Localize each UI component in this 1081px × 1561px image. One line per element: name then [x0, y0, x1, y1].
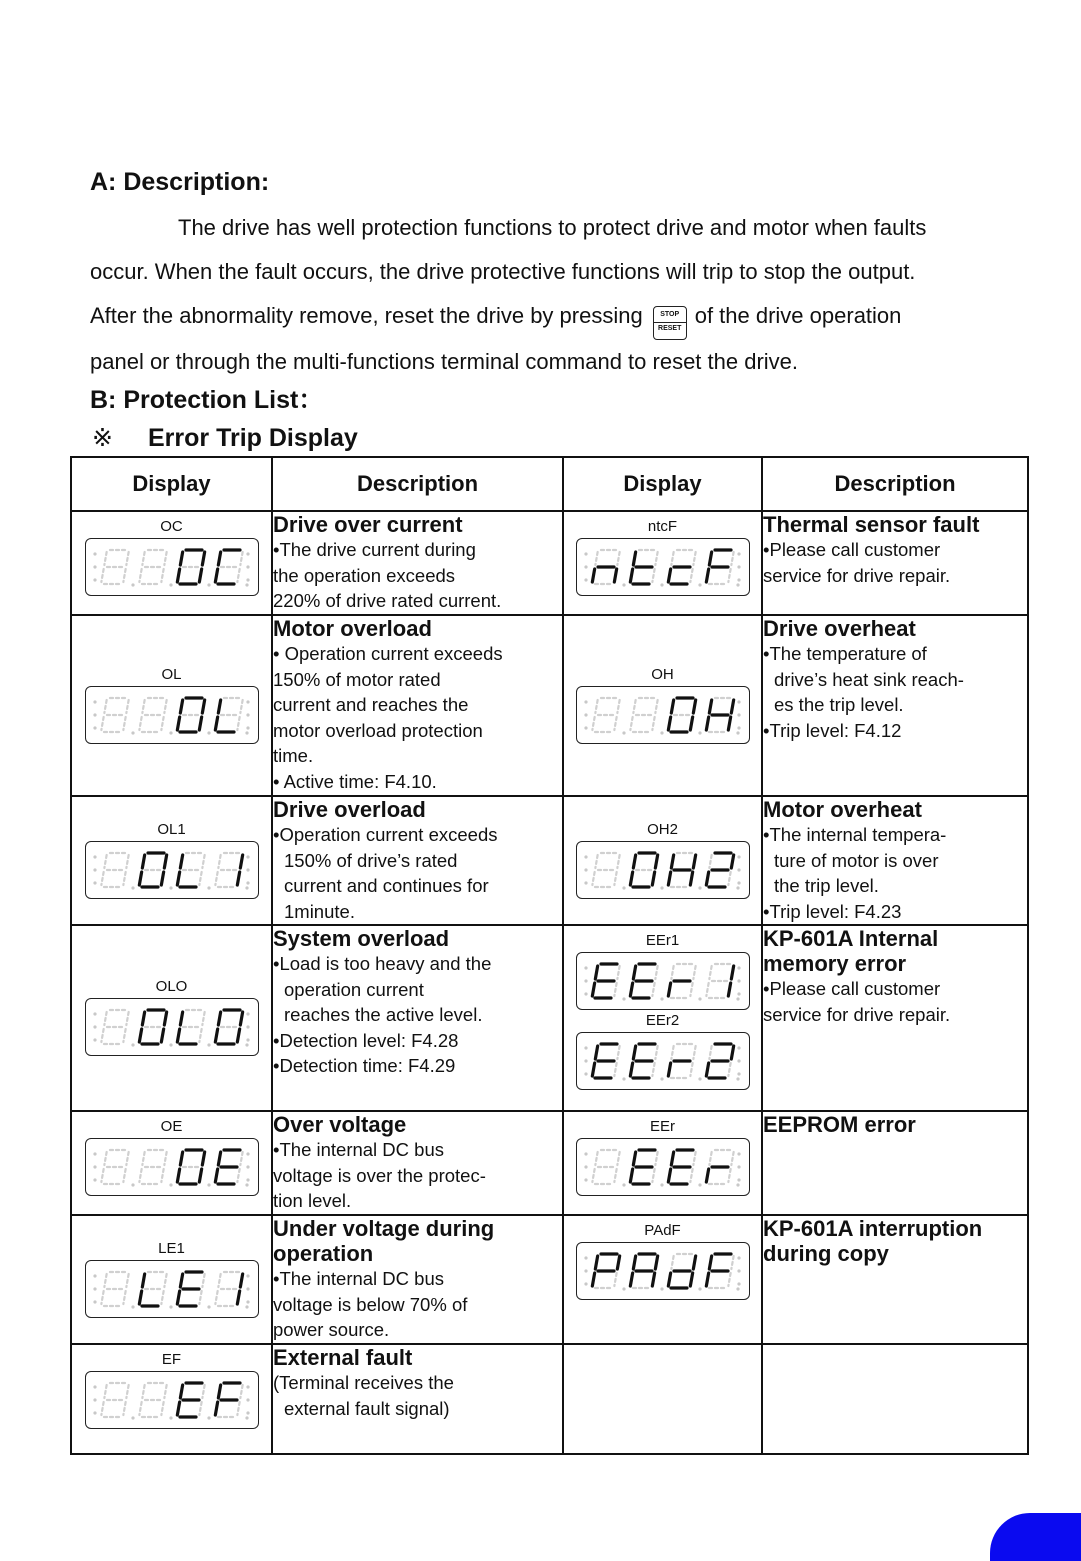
fault-description-line: • Active time: F4.10. — [273, 770, 437, 792]
digit-glyph — [215, 550, 248, 587]
digit-glyph — [177, 1010, 210, 1047]
fault-description-line: motor overload protection — [273, 719, 483, 741]
digit-glyph — [177, 1383, 210, 1420]
description-cell — [762, 925, 1028, 1111]
seven-segment-display — [581, 1142, 745, 1192]
fault-description-line: • Operation current exceeds — [273, 643, 503, 664]
display-code-label: EEr — [649, 1118, 675, 1135]
fault-title: Motor overload — [273, 616, 432, 641]
display-cell — [71, 1215, 272, 1344]
fault-title: Drive overheat — [763, 616, 916, 641]
fault-description-line: tion level. — [273, 1190, 352, 1211]
fault-description-line: •Please call customer — [763, 978, 941, 999]
page-corner-tab — [990, 1513, 1081, 1561]
digit-glyph — [177, 853, 210, 890]
seven-segment-display — [90, 1264, 254, 1314]
stop-reset-key-icon — [653, 306, 687, 340]
table-row — [71, 511, 1028, 615]
display-panel — [85, 841, 259, 899]
display-panel — [576, 1032, 750, 1090]
fault-description-line: current and reaches the — [273, 694, 469, 715]
display-cell — [71, 1344, 272, 1454]
digit-glyph — [139, 1150, 172, 1187]
display-code-label: EF — [161, 1351, 182, 1368]
display-panel — [576, 1138, 750, 1196]
header-display: Display — [563, 457, 762, 511]
description-cell — [762, 511, 1028, 615]
display-code-label: OL — [161, 666, 182, 683]
stop-key-label: STOP — [660, 311, 680, 318]
description-cell — [762, 1215, 1028, 1344]
digit-glyph — [139, 1383, 172, 1420]
digit-glyph — [668, 1150, 701, 1187]
description-cell — [762, 1111, 1028, 1215]
display-cell — [563, 1344, 762, 1454]
digit-glyph — [177, 550, 210, 587]
fault-description-line: voltage is over the protec- — [273, 1164, 486, 1186]
fault-title: Thermal sensor fault — [763, 512, 980, 537]
fault-title: Over voltage — [273, 1112, 407, 1137]
fault-description-line: power source. — [273, 1319, 390, 1340]
section-a-heading: A: Description: — [90, 168, 270, 196]
display-panel — [85, 538, 259, 596]
display-panel — [85, 686, 259, 744]
header-description: Description — [762, 457, 1028, 511]
display-panel — [576, 952, 750, 1010]
digit-glyph — [706, 964, 739, 1001]
seven-segment-display — [90, 1002, 254, 1052]
description-cell — [272, 796, 563, 925]
fault-description-line: drive’s heat sink reach- — [774, 668, 964, 690]
fault-description-line: operation current — [284, 978, 424, 1000]
fault-title: System overload — [273, 926, 450, 951]
seven-segment-display — [90, 690, 254, 740]
digit-glyph — [630, 698, 663, 735]
description-paragraph — [90, 206, 995, 384]
digit-glyph — [101, 550, 134, 587]
paragraph-line — [90, 294, 995, 340]
digit-glyph — [706, 550, 739, 587]
display-cell — [71, 796, 272, 925]
fault-description-line: •Operation current exceeds — [273, 824, 498, 845]
digit-glyph — [592, 853, 625, 890]
seven-segment-display — [581, 1246, 745, 1296]
fault-description-line: •Load is too heavy and the — [273, 953, 492, 974]
paragraph-line: occur. When the fault occurs, the drive protective functions will trip to stop the output. — [90, 259, 916, 284]
fault-description-line: •Trip level: F4.23 — [763, 900, 902, 922]
table-row — [71, 615, 1028, 796]
fault-title: KP-601A interruption during copy — [763, 1216, 983, 1266]
seven-segment-display — [581, 690, 745, 740]
digit-glyph — [139, 550, 172, 587]
fault-description-line: es the trip level. — [774, 694, 904, 715]
digit-glyph — [706, 853, 739, 890]
table-row — [71, 925, 1028, 1111]
display-panel — [85, 1138, 259, 1196]
display-code-label: OLO — [155, 978, 188, 995]
fault-title: Under voltage during operation — [273, 1216, 495, 1266]
display-cell — [71, 925, 272, 1111]
digit-glyph — [706, 1044, 739, 1081]
digit-glyph — [592, 1150, 625, 1187]
digit-glyph — [668, 698, 701, 735]
display-panel — [576, 841, 750, 899]
digit-glyph — [215, 1010, 248, 1047]
display-cell — [71, 615, 272, 796]
display-panel — [576, 686, 750, 744]
table-row — [71, 1344, 1028, 1454]
seven-segment-display — [581, 956, 745, 1006]
fault-title: KP-601A Internal memory error — [763, 926, 939, 976]
display-code-label: LE1 — [158, 1240, 185, 1257]
digit-glyph — [630, 1254, 663, 1291]
display-code-label: ntcF — [647, 518, 678, 535]
description-cell — [272, 511, 563, 615]
fault-description-line: •Please call customer — [763, 539, 941, 560]
description-cell — [272, 1344, 563, 1454]
fault-description-line: time. — [273, 745, 314, 766]
header-description: Description — [272, 457, 563, 511]
fault-description-line: •The temperature of — [763, 643, 927, 664]
digit-glyph — [592, 698, 625, 735]
error-table — [70, 456, 1029, 1455]
error-table-body — [71, 511, 1028, 1454]
digit-glyph — [706, 698, 739, 735]
fault-title: Drive over current — [273, 512, 463, 537]
digit-glyph — [177, 698, 210, 735]
fault-description-line: •Trip level: F4.12 — [763, 719, 902, 741]
display-cell — [563, 796, 762, 925]
digit-glyph — [177, 1272, 210, 1309]
seven-segment-display — [90, 845, 254, 895]
digit-glyph — [668, 964, 701, 1001]
reset-key-label: RESET — [654, 322, 686, 332]
display-cell — [71, 1111, 272, 1215]
paragraph-text: After the abnormality remove, reset the drive by pressing — [90, 303, 643, 328]
description-cell — [272, 615, 563, 796]
display-code-label: OE — [160, 1118, 183, 1135]
digit-glyph — [592, 1254, 625, 1291]
digit-glyph — [630, 1044, 663, 1081]
paragraph-text: of the drive operation — [694, 303, 902, 328]
description-cell — [272, 925, 563, 1111]
digit-glyph — [668, 1044, 701, 1081]
display-code-label: EEr1 — [645, 932, 680, 949]
fault-title: EEPROM error — [763, 1112, 916, 1137]
seven-segment-display — [90, 1142, 254, 1192]
fault-description-line: •Detection time: F4.29 — [273, 1055, 456, 1076]
description-cell — [272, 1215, 563, 1344]
digit-glyph — [101, 698, 134, 735]
digit-glyph — [668, 1254, 701, 1291]
digit-glyph — [668, 550, 701, 587]
digit-glyph — [215, 1383, 248, 1420]
digit-glyph — [630, 1150, 663, 1187]
digit-glyph — [101, 1150, 134, 1187]
fault-description-line: 150% of drive’s rated — [284, 849, 458, 871]
display-code-label: EEr2 — [645, 1012, 680, 1029]
fault-description-line: 150% of motor rated — [273, 668, 441, 690]
digit-glyph — [592, 550, 625, 587]
display-code-label: OL1 — [157, 821, 186, 838]
digit-glyph — [101, 853, 134, 890]
fault-description-line: reaches the active level. — [284, 1004, 483, 1025]
digit-glyph — [101, 1010, 134, 1047]
digit-glyph — [630, 550, 663, 587]
display-panel — [576, 1242, 750, 1300]
digit-glyph — [215, 853, 248, 890]
fault-description-line: (Terminal receives the — [273, 1372, 454, 1393]
digit-glyph — [215, 1150, 248, 1187]
fault-description-line: external fault signal) — [284, 1397, 450, 1419]
fault-description-line: service for drive repair. — [763, 1003, 951, 1025]
digit-glyph — [139, 1010, 172, 1047]
table-row — [71, 796, 1028, 925]
digit-glyph — [215, 1272, 248, 1309]
description-cell — [762, 796, 1028, 925]
digit-glyph — [706, 1254, 739, 1291]
seven-segment-display — [581, 542, 745, 592]
display-cell — [563, 925, 762, 1111]
fault-title: Motor overheat — [763, 797, 922, 822]
seven-segment-display — [90, 542, 254, 592]
description-cell — [762, 1344, 1028, 1454]
digit-glyph — [215, 698, 248, 735]
display-cell — [563, 615, 762, 796]
header-display: Display — [71, 457, 272, 511]
digit-glyph — [139, 853, 172, 890]
fault-description-line: •Detection level: F4.28 — [273, 1029, 459, 1051]
digit-glyph — [101, 1383, 134, 1420]
display-panel — [85, 1371, 259, 1429]
display-code-label: OH2 — [647, 821, 678, 838]
description-cell — [762, 615, 1028, 796]
display-code-label: PAdF — [644, 1222, 681, 1239]
display-cell — [563, 1111, 762, 1215]
error-trip-title: Error Trip Display — [148, 424, 358, 452]
fault-description-line: 220% of drive rated current. — [273, 590, 502, 611]
fault-description-line: •The internal DC bus — [273, 1268, 444, 1289]
paragraph-line: panel or through the multi-functions terminal command to reset the drive. — [90, 349, 799, 374]
fault-description-line: the operation exceeds — [273, 564, 456, 586]
digit-glyph — [101, 1272, 134, 1309]
fault-description-line: service for drive repair. — [763, 564, 951, 586]
digit-glyph — [177, 1150, 210, 1187]
fault-description-line: •The internal tempera- — [763, 824, 947, 845]
digit-glyph — [668, 853, 701, 890]
display-panel — [85, 1260, 259, 1318]
reference-mark-icon: ※ — [92, 424, 113, 452]
display-panel — [85, 998, 259, 1056]
error-trip-heading — [92, 423, 358, 453]
display-panel — [576, 538, 750, 596]
seven-segment-display — [581, 1036, 745, 1086]
fault-description-line: 1minute. — [284, 900, 355, 922]
digit-glyph — [139, 698, 172, 735]
fault-description-line: •The drive current during — [273, 539, 476, 560]
table-row — [71, 1215, 1028, 1344]
seven-segment-display — [90, 1375, 254, 1425]
fault-description-line: voltage is below 70% of — [273, 1293, 468, 1315]
fault-title: Drive overload — [273, 797, 426, 822]
digit-glyph — [630, 853, 663, 890]
fault-description-line: ture of motor is over — [774, 849, 939, 871]
display-code-label: OC — [160, 518, 183, 535]
display-cell — [563, 511, 762, 615]
digit-glyph — [139, 1272, 172, 1309]
display-cell — [71, 511, 272, 615]
digit-glyph — [592, 1044, 625, 1081]
digit-glyph — [706, 1150, 739, 1187]
description-cell — [272, 1111, 563, 1215]
digit-glyph — [630, 964, 663, 1001]
display-code-label: OH — [651, 666, 674, 683]
fault-description-line: the trip level. — [774, 875, 879, 896]
display-cell — [563, 1215, 762, 1344]
digit-glyph — [592, 964, 625, 1001]
seven-segment-display — [581, 845, 745, 895]
paragraph-line: The drive has well protection functions to protect drive and motor when faults — [178, 215, 927, 240]
section-b-heading: B: Protection List： — [90, 386, 324, 414]
fault-title: External fault — [273, 1345, 413, 1370]
fault-description-line: •The internal DC bus — [273, 1139, 444, 1160]
table-row — [71, 1111, 1028, 1215]
fault-description-line: current and continues for — [284, 875, 489, 896]
